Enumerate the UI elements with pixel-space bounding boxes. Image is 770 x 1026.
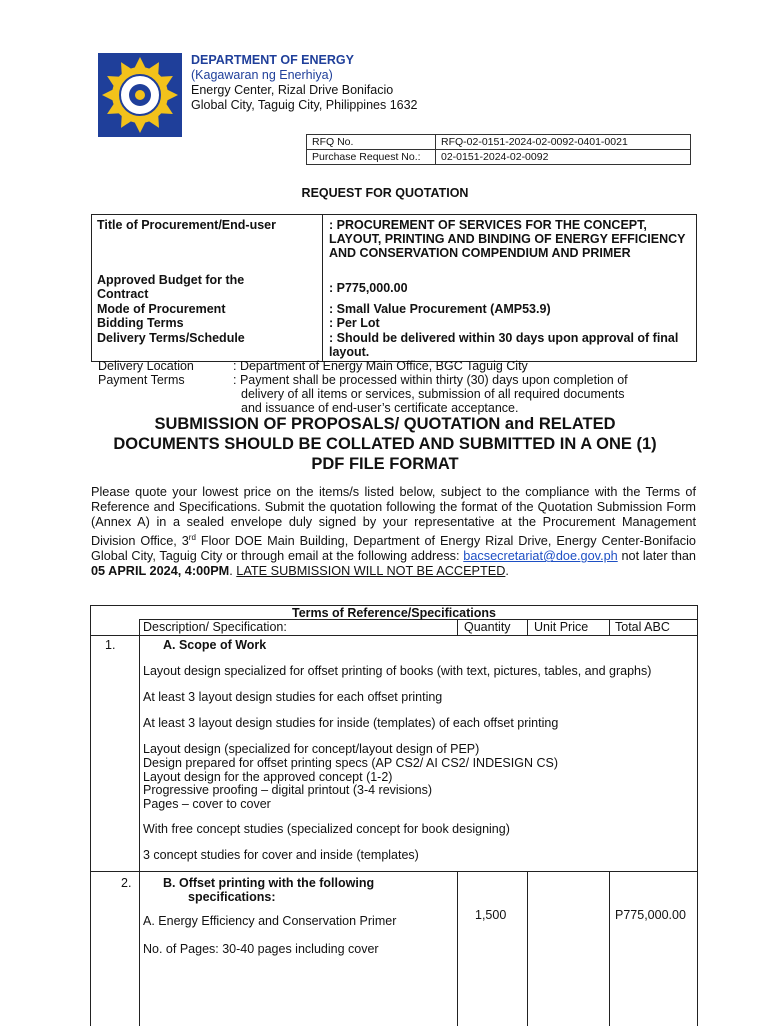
abc-value: : P775,000.00 — [329, 281, 408, 295]
bidding-terms-value: : Per Lot — [329, 316, 380, 330]
row-1-line-6: 3 concept studies for cover and inside (templates) — [143, 848, 419, 862]
row-1-line-2: At least 3 layout design studies for each offset printing — [143, 690, 443, 704]
letterhead — [191, 53, 418, 113]
row-1-line-4c: Layout design for the approved concept (1-2) — [143, 770, 393, 784]
delivery-schedule-label: Delivery Terms/Schedule — [97, 331, 245, 345]
delivery-location-label: Delivery Location — [98, 359, 194, 373]
deadline: 05 APRIL 2024, 4:00PM — [91, 564, 230, 579]
mode-value: : Small Value Procurement (AMP53.9) — [329, 302, 551, 316]
col-description-header: Description/ Specification: — [143, 620, 287, 634]
row-2-total-abc: P775,000.00 — [615, 908, 686, 922]
row-2-quantity: 1,500 — [475, 908, 507, 922]
procurement-title-label: Title of Procurement/End-user — [97, 218, 276, 232]
payment-terms-value-3: and issuance of end-user’s certificate acceptance. — [241, 401, 519, 415]
doe-seal-logo-icon — [98, 53, 182, 137]
submission-notice-line-3: PDF FILE FORMAT — [311, 455, 459, 473]
address-line-1: Energy Center, Rizal Drive Bonifacio — [191, 83, 394, 97]
document-title: REQUEST FOR QUOTATION — [301, 186, 469, 200]
instructions-superscript: rd — [188, 533, 196, 542]
col-total-abc-header: Total ABC — [615, 620, 670, 634]
reference-table — [306, 134, 691, 165]
row-2-section-line-1: B. Offset printing with the following — [163, 876, 375, 890]
instructions-text-1: Please quote your lowest price on the items/s listed below, subject to the compliance with the Terms of Reference and Specifications. Submit the quotation following the format of the Quotation Submission Form (Annex A) in a sealed envelope duly signed by your representative at the Procurement Management Division Office, 3 — [91, 485, 696, 549]
instructions-text-4: . — [229, 564, 237, 579]
submission-notice-line-2: DOCUMENTS SHOULD BE COLLATED AND SUBMITTED IN A ONE (1) — [113, 435, 657, 453]
department-tagalog: (Kagawaran ng Enerhiya) — [191, 68, 333, 82]
department-name: DEPARTMENT OF ENERGY — [191, 53, 354, 67]
row-1-line-4d: Progressive proofing – digital printout (3-4 revisions) — [143, 783, 433, 797]
bidding-terms-label: Bidding Terms — [97, 316, 184, 330]
terms-of-reference-table — [90, 605, 698, 1026]
submission-notice — [0, 414, 770, 474]
row-1-section: A. Scope of Work — [163, 638, 267, 652]
row-1-number: 1. — [105, 638, 116, 652]
delivery-schedule-value: : Should be delivered within 30 days upon approval of final layout. — [329, 331, 679, 359]
email-link[interactable]: bacsecretariat@doe.gov.ph — [463, 549, 618, 564]
payment-terms-value-2: delivery of all items or services, submission of all required documents — [241, 387, 625, 401]
row-1-line-4e: Pages – cover to cover — [143, 797, 271, 811]
submission-notice-line-1: SUBMISSION OF PROPOSALS/ QUOTATION and RELATED — [154, 415, 616, 433]
col-quantity-header: Quantity — [464, 620, 511, 634]
row-1-line-4a: Layout design (specialized for concept/layout design of PEP) — [143, 742, 480, 756]
payment-terms-label: Payment Terms — [98, 373, 185, 387]
col-unit-price-header: Unit Price — [534, 620, 589, 634]
delivery-location-value: : Department of Energy Main Office, BGC Taguig City — [233, 359, 528, 373]
row-1-line-3: At least 3 layout design studies for inside (templates) of each offset printing — [143, 716, 559, 730]
instructions-text-3: not later than — [617, 549, 696, 564]
mode-label: Mode of Procurement — [97, 302, 226, 316]
row-1-line-5: With free concept studies (specialized concept for book designing) — [143, 822, 510, 836]
address-line-2: Global City, Taguig City, Philippines 1632 — [191, 98, 418, 112]
instructions-paragraph — [91, 485, 696, 579]
instructions-text-5: . — [505, 564, 509, 579]
row-2-section-line-2: specifications: — [188, 890, 276, 904]
late-submission-warning: LATE SUBMISSION WILL NOT BE ACCEPTED — [236, 564, 506, 579]
row-2-pages: No. of Pages: 30-40 pages including cover — [143, 942, 379, 956]
instructions-text-2: Floor DOE Main Building, Department of Energy Rizal Drive, Energy Center-Bonifacio Global City, Taguig City or through email at the following address: — [91, 534, 696, 564]
abc-label: Approved Budget for the Contract — [97, 273, 245, 301]
purchase-request-value: 02-0151-2024-02-0092 — [436, 150, 691, 165]
procurement-title-value: : PROCUREMENT OF SERVICES FOR THE CONCEPT, LAYOUT, PRINTING AND BINDING OF ENERGY EFFICIENCY AND CONSERVATION COMPENDIUM AND PRIMER — [329, 218, 686, 260]
payment-terms-value-1: : Payment shall be processed within thirty (30) days upon completion of — [233, 373, 628, 387]
row-1-line-4b: Design prepared for offset printing specs (AP CS2/ AI CS2/ INDESIGN CS) — [143, 756, 558, 770]
tor-heading: Terms of Reference/Specifications — [291, 606, 496, 620]
rfq-number-label: RFQ No. — [307, 135, 436, 150]
row-2-item: A. Energy Efficiency and Conservation Primer — [143, 914, 397, 928]
row-1-line-1: Layout design specialized for offset printing of books (with text, pictures, tables, and graphs) — [143, 664, 652, 678]
row-2-number: 2. — [121, 876, 132, 890]
rfq-number-value: RFQ-02-0151-2024-02-0092-0401-0021 — [436, 135, 691, 150]
purchase-request-label: Purchase Request No.: — [307, 150, 436, 165]
